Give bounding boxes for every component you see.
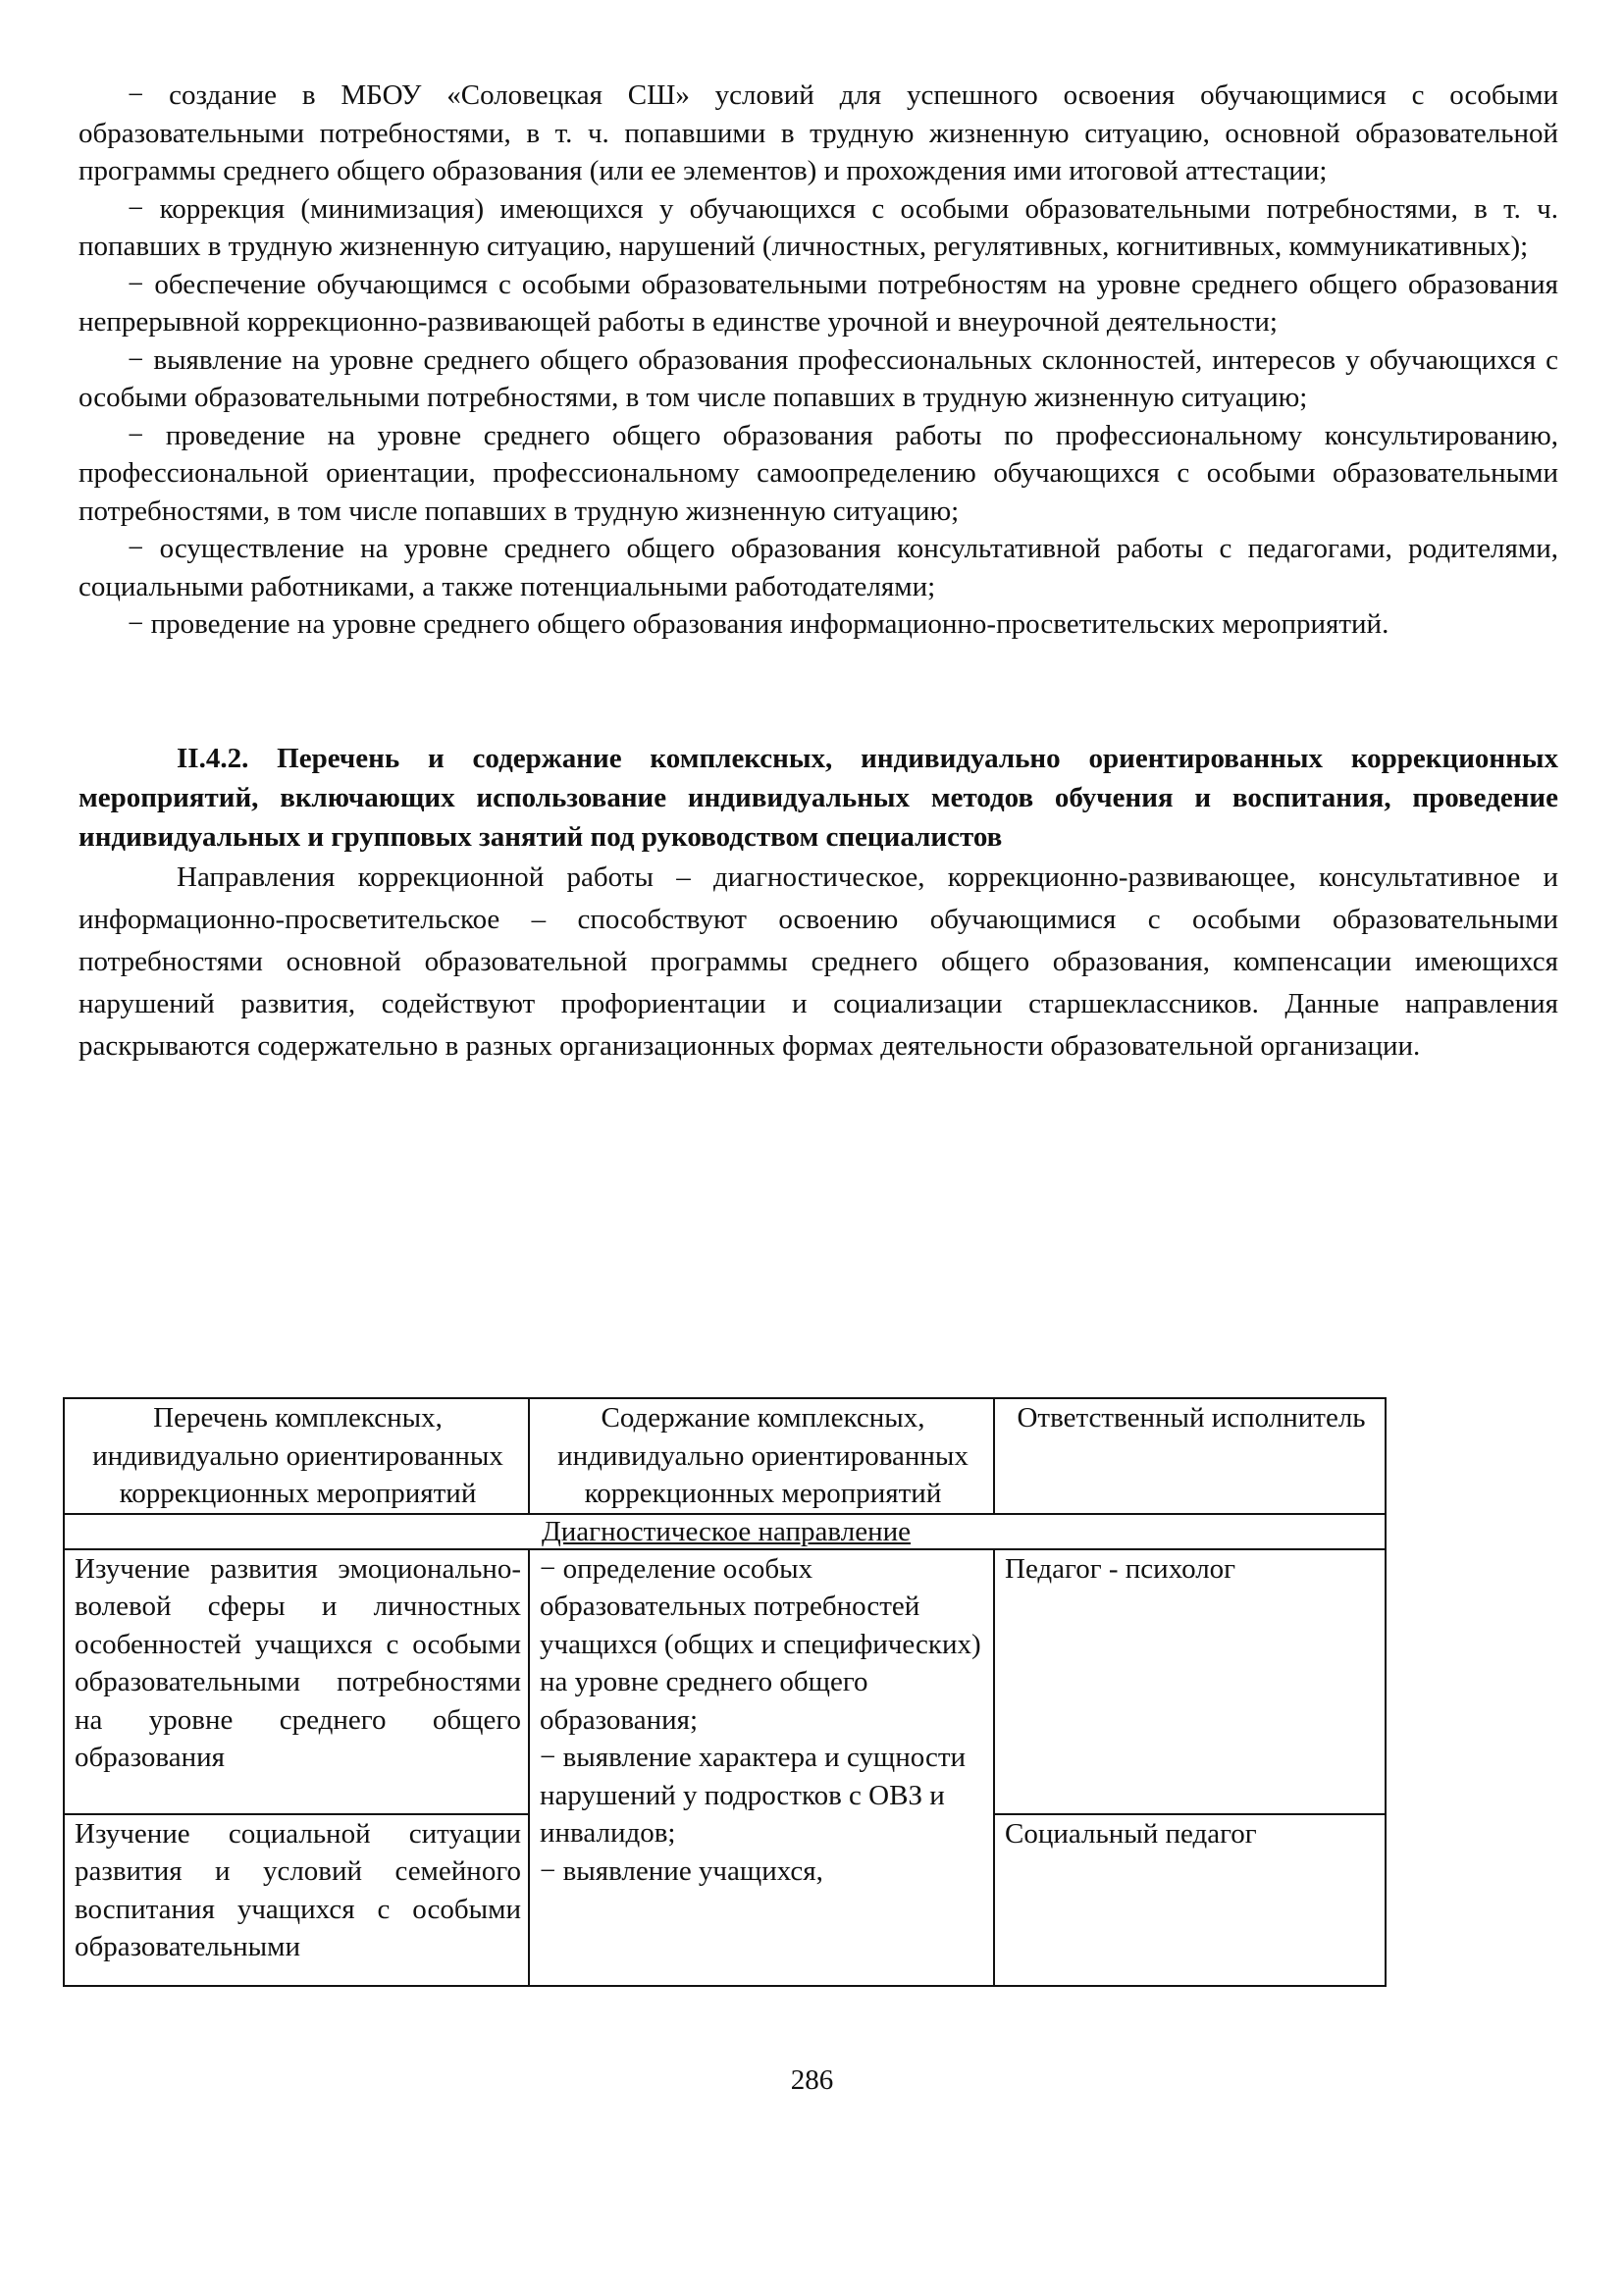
measure-cell: Изучение развития эмоционально-волевой сферы и личностных особенностей учащихся с особыми образовательными потребностями на уровне среднего общего образования <box>64 1549 529 1814</box>
table-header-responsible: Ответственный исполнитель <box>994 1398 1386 1514</box>
bullet-item: − проведение на уровне среднего общего образования информационно-просветительских мероприятий. <box>128 608 1389 640</box>
table-section-row <box>64 1514 1386 1549</box>
bullet-item: − коррекция (минимизация) имеющихся у обучающихся с особыми образовательными потребностями, в т. ч. попавших в трудную жизненную ситуацию, нарушений (личностных, регулятивных, когнитивных, коммуникативных); <box>79 192 1558 262</box>
content-item: − выявление учащихся, <box>540 1854 823 1887</box>
section-paragraph: Направления коррекционной работы – диагностическое, коррекционно-развивающее, консультативное и информационно-просветительское – способствуют освоению обучающимися с особыми образовательными потребностями основной образовательной программы среднего общего образования, компенсации имеющихся нарушений развития, содействуют профориентации и социализации старшеклассников. Данные направления раскрываются содержательно в разных организационных формах деятельности образовательной организации. <box>79 861 1558 1062</box>
bullet-item: − проведение на уровне среднего общего образования работы по профессиональному консультированию, профессиональной ориентации, профессиональному самоопределению обучающихся с особыми образовательными потребностями, в том числе попавших в трудную жизненную ситуацию; <box>79 419 1558 527</box>
table-header-content: Содержание комплексных, индивидуально ориентированных коррекционных мероприятий <box>529 1398 994 1514</box>
table-header-row <box>64 1398 1386 1514</box>
table-header-measures: Перечень комплексных, индивидуально ориентированных коррекционных мероприятий <box>64 1398 529 1514</box>
section-title-diagnostic: Диагностическое направление <box>64 1514 1386 1549</box>
content-item: − выявление характера и сущности нарушений у подростков с ОВЗ и инвалидов; <box>540 1742 967 1849</box>
section-heading: II.4.2. Перечень и содержание комплексных, индивидуально ориентированных коррекционных мероприятий, включающих использование индивидуальных методов обучения и воспитания, проведение индивидуальных и групповых занятий под руководством специалистов <box>79 742 1558 853</box>
bullet-item: − создание в МБОУ «Соловецкая СШ» условий для успешного освоения обучающимися с особыми образовательными потребностями, в т. ч. попавшими в трудную жизненную ситуацию, основной образовательной программы среднего общего образования (или ее элементов) и прохождения ими итоговой аттестации; <box>79 79 1558 186</box>
correction-measures-table <box>63 1397 1387 1987</box>
responsible-cell: Педагог - психолог <box>994 1549 1386 1814</box>
bullet-item: − осуществление на уровне среднего общего образования консультативной работы с педагогами, родителями, социальными работниками, а также потенциальными работодателями; <box>79 533 1558 602</box>
bullet-item: − обеспечение обучающимся с особыми образовательными потребностям на уровне среднего общего образования непрерывной коррекционно-развивающей работы в единстве урочной и внеурочной деятельности; <box>79 268 1558 338</box>
table-row <box>64 1549 1386 1814</box>
content-cell <box>529 1549 994 1986</box>
page-number: 286 <box>790 2064 834 2096</box>
responsible-cell: Социальный педагог <box>994 1814 1386 1986</box>
content-item: − определение особых образовательных потребностей учащихся (общих и специфических) на уровне среднего общего образования; <box>540 1552 981 1736</box>
document-page <box>79 77 1558 1068</box>
bullet-item: − выявление на уровне среднего общего образования профессиональных склонностей, интересов у обучающихся с особыми образовательными потребностями, в том числе попавших в трудную жизненную ситуацию; <box>79 343 1558 413</box>
measure-cell: Изучение социальной ситуации развития и условий семейного воспитания учащихся с особыми образовательными <box>64 1814 529 1986</box>
